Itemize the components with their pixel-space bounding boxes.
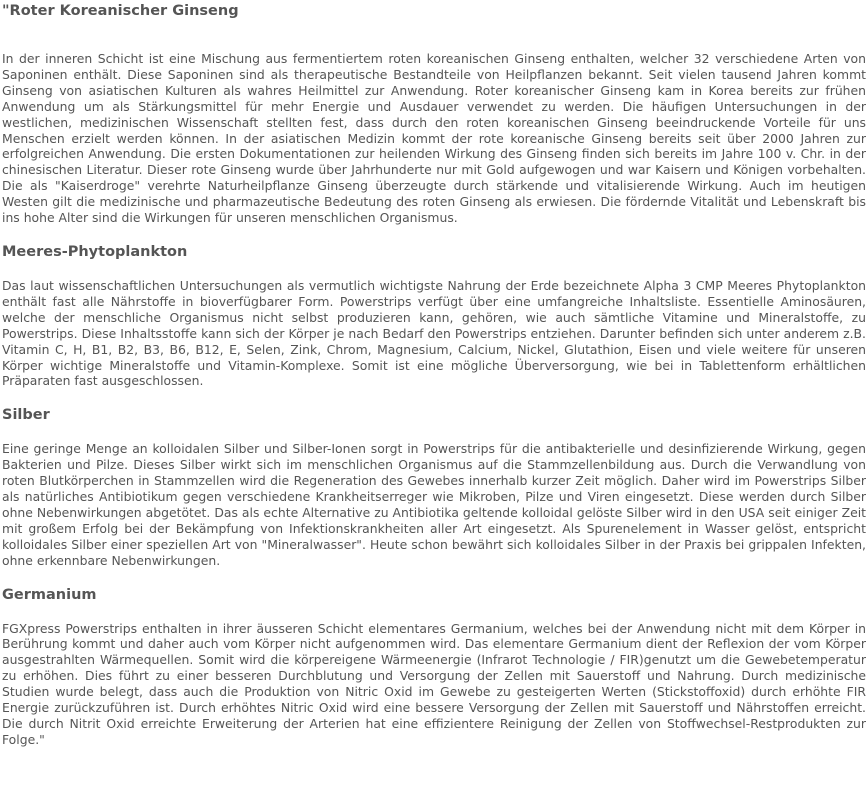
section-title-ginseng: "Roter Koreanischer Ginseng (2, 3, 239, 19)
section-text-phytoplankton: Das laut wissenschaftlichen Untersuchungen als vermutlich wichtigste Nahrung der Erde bezeichnete Alpha 3 CMP Meeres Phytoplankton enthält fast alle Nährstoffe in bioverfügbarer Form. Powerstrips verfügt über eine umfangreiche Inhaltsliste. Essentielle Aminosäuren, welche der menschliche Organismus nicht selbst produzieren kann, gehören, wie auch sämtliche Vitamine und Mineralstoffe, zu Powerstrips. Diese Inhaltsstoffe kann sich der Körper je nach Bedarf den Powerstrips entziehen. Darunter befinden sich unter anderem z.B. Vitamin C, H, B1, B2, B3, B6, B12, E, Selen, Zink, Chrom, Magnesium, Calcium, Nickel, Glutathion, Eisen und viele weitere für unseren Körper wichtige Mineralstoffe und Vitamin-Komplexe. Somit ist eine mögliche Überversorgung, wie bei in Tablettenform erhältlichen Präparaten fast ausgeschlossen. (2, 277, 866, 389)
section-text-silber: Eine geringe Menge an kolloidalen Silber und Silber-Ionen sorgt in Powerstrips für die antibakterielle und desinfizierende Wirkung, gegen Bakterien und Pilze. Dieses Silber wirkt sich im menschlichen Organismus auf die Stammzellenbildung aus. Durch die Verwandlung von roten Blutkörperchen in Stammzellen wird die Regeneration des Gewebes innerhalb kurzer Zeit möglich. Daher wird im Powerstrips Silber als natürliches Antibiotikum gegen verschiedene Krankheitserreger wie Mikroben, Pilze und Viren eingesetzt. Diese werden durch Silber ohne Nebenwirkungen abgetötet. Das als echte Alternative zu Antibiotika geltende kolloidal gelöste Silber wird in den USA seit einiger Zeit mit großem Erfolg bei der Bekämpfung von Infektionskrankheiten aller Art eingesetzt. Als Spurenelement in Wasser gelöst, entspricht kolloidales Silber einer speziellen Art von "Mineralwasser". Heute schon bewährt sich kolloidales Silber in der Praxis bei grippalen Infekten, ohne erkennbare Nebenwirkungen. (2, 441, 866, 568)
section-title-phytoplankton: Meeres-Phytoplankton (2, 243, 188, 260)
section-title-silber: Silber (2, 407, 50, 424)
section-text-ginseng: In der inneren Schicht ist eine Mischung aus fermentiertem roten koreanischen Ginseng enthalten, welcher 32 verschiedene Arten von Saponinen enthält. Diese Saponinen sind als therapeutische Bestandteile von Heilpflanzen bekannt. Seit vielen tausend Jahren kommt Ginseng von asiatischen Kulturen als wahres Heilmittel zur Anwendung. Roter koreanischer Ginseng kam in Korea bereits zur frühen Anwendung um als Stärkungsmittel für mehr Energie und Ausdauer verwendet zu werden. Die häufigen Untersuchungen in der westlichen, medizinischen Wissenschaft stellten fest, dass durch den roten koreanischen Ginseng beeindruckende Vorteile für uns Menschen erzielt werden können. In der asiatischen Medizin kommt der rote koreanische Ginseng bereits seit über 2000 Jahren zur erfolgreichen Anwendung. Die ersten Dokumentationen zur heilenden Wirkung des Ginseng finden sich bereits im Jahre 100 v. Chr. in der chinesischen Literatur. Dieser rote Ginseng wurde über Jahrhunderte nur mit Gold aufgewogen und war Kaisern und Königen vorbehalten. Die als "Kaiserdroge" verehrte Naturheilpflanze Ginseng überzeugte durch stärkende und vitalisierende Wirkung. Auch im heutigen Westen gilt die medizinische und pharmazeutische Bedeutung des roten Ginseng als erwiesen. Die fördernde Vitalität und Lebenskraft bis ins hohe Alter sind die Wirkungen für unseren menschlichen Organismus. (2, 51, 866, 226)
section-title-germanium: Germanium (2, 586, 97, 603)
section-text-germanium: FGXpress Powerstrips enthalten in ihrer äusseren Schicht elementares Germanium, welches bei der Anwendung nicht mit dem Körper in Berührung kommt und daher auch vom Körper nicht aufgenommen wird. Das elementare Germanium dient der Reflexion der vom Körper ausgestrahlten Wärmequellen. Somit wird die körpereigene Wärmeenergie (Infrarot Technologie / FIR)genutzt um die Gewebetemperatur zu erhöhen. Dies führt zu einer besseren Durchblutung und Versorgung der Zellen mit Sauerstoff und Nahrung. Durch medizinische Studien wurde belegt, dass auch die Produktion von Nitric Oxid im Gewebe zu gesteigerten Werten (Stickstoffoxid) durch erhöhte FIR Energie zurückzuführen ist. Durch erhöhtes Nitric Oxid wird eine bessere Versorgung der Zellen mit Sauerstoff und Nährstoffen erreicht. Die durch Nitrit Oxid erreichte Erweiterung der Arterien hat eine effizientere Reinigung der Zellen von Stoffwechsel-Restprodukten zur Folge." (2, 620, 866, 747)
